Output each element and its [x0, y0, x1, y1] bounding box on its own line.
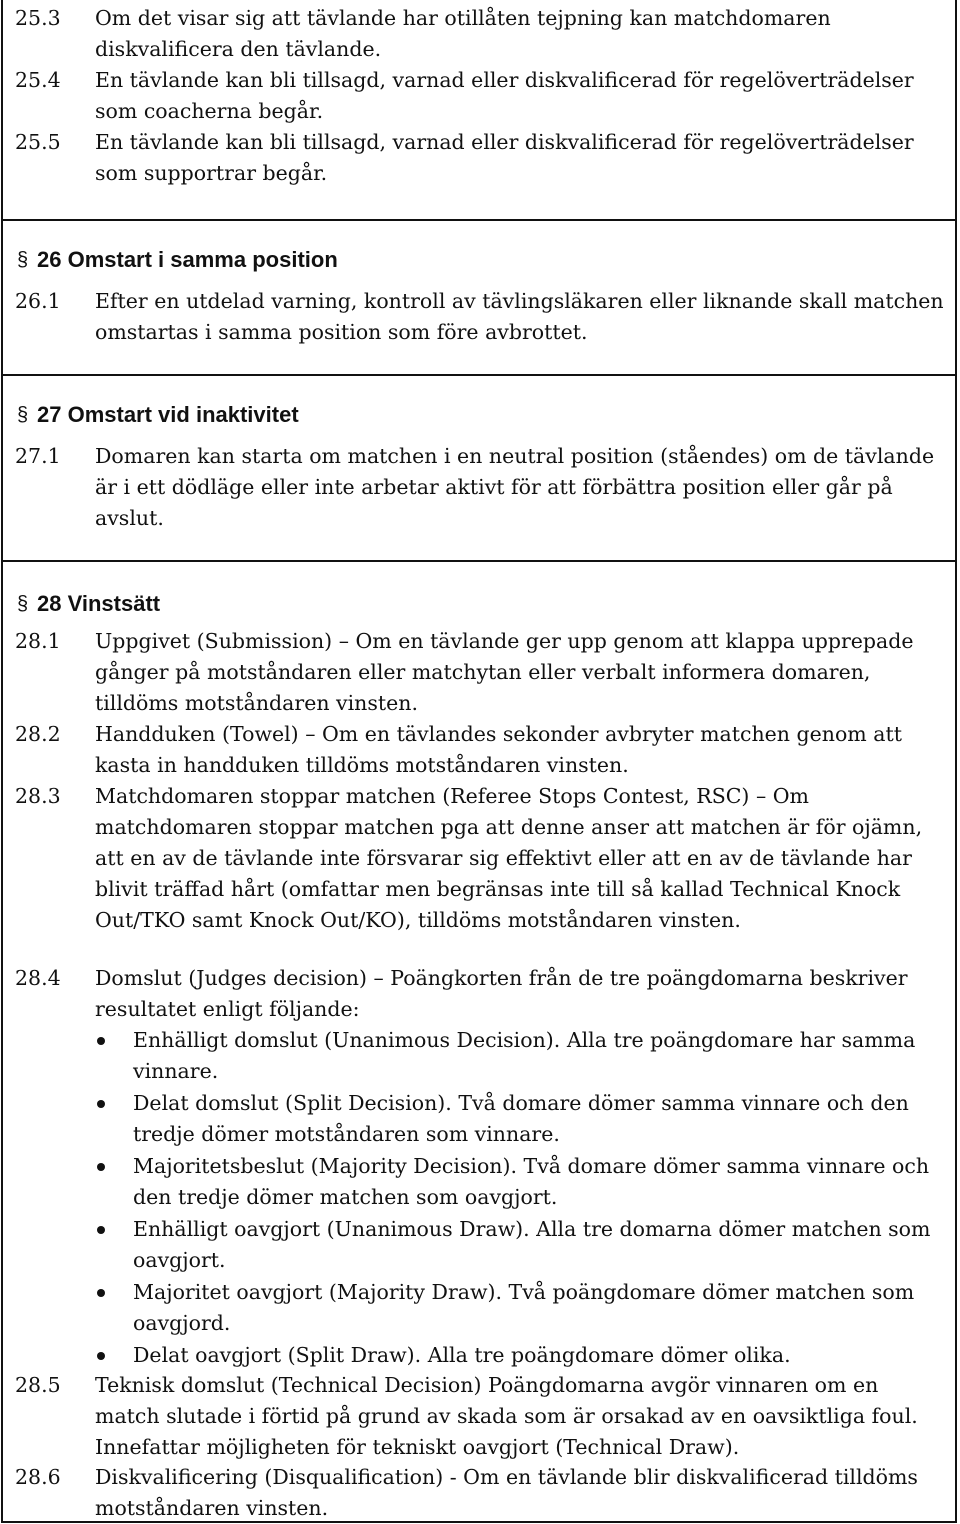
list-item-text: Majoritetsbeslut (Majority Decision). Två domare dömer samma vinnare och den tredje dömer matchen som oavgjort. — [133, 1154, 930, 1209]
section-27 — [1, 374, 957, 562]
rule-28-6 — [15, 1462, 945, 1524]
bullet-icon — [97, 1226, 105, 1234]
rule-25-4 — [15, 65, 945, 127]
rule-number: 28.4 — [15, 966, 61, 990]
rule-number: 25.5 — [15, 130, 61, 154]
rule-number: 28.5 — [15, 1373, 61, 1397]
section-28 — [1, 560, 957, 1523]
rule-number: 28.3 — [15, 784, 61, 808]
rule-27-1 — [15, 441, 945, 534]
list-item-text: Delat domslut (Split Decision). Två domare dömer samma vinnare och den tredje dömer motståndaren som vinnare. — [133, 1091, 909, 1146]
rule-28-3 — [15, 781, 945, 936]
section-heading — [17, 590, 160, 618]
rule-text: Domaren kan starta om matchen i en neutral position (ståendes) om de tävlande är i ett dödläge eller inte arbetar aktivt för att förbättra position eller går på avslut. — [95, 444, 935, 530]
paragraph-sign: § — [17, 593, 29, 615]
section-25 — [1, 0, 957, 221]
rule-number: 25.3 — [15, 6, 61, 30]
list-item — [95, 1214, 945, 1276]
list-item-text: Majoritet oavgjort (Majority Draw). Två poängdomare dömer matchen som oavgjord. — [133, 1280, 915, 1335]
heading-text: 28 Vinstsätt — [37, 591, 161, 616]
rule-28-4 — [15, 963, 945, 1025]
rule-text: Matchdomaren stoppar matchen (Referee Stops Contest, RSC) – Om matchdomaren stoppar matchen pga att denne anser att matchen är för ojämn, att en av de tävlande inte försvarar sig effektivt eller att en av de tävlande har blivit träffad hårt (omfattar men begränsas inte till så kallad Technical Knock Out/TKO samt Knock Out/KO), tilldöms motståndaren vinsten. — [95, 784, 923, 932]
list-item — [95, 1340, 945, 1371]
rule-text: Diskvalificering (Disqualification) - Om en tävlande blir diskvalificerad tilldöms motståndaren vinsten. — [95, 1465, 918, 1520]
rule-number: 26.1 — [15, 289, 61, 313]
rule-text: Domslut (Judges decision) – Poängkorten från de tre poängdomarna beskriver resultatet enligt följande: — [95, 966, 908, 1021]
rule-number: 27.1 — [15, 444, 61, 468]
list-item-text: Delat oavgjort (Split Draw). Alla tre poängdomare dömer olika. — [133, 1343, 791, 1367]
rule-26-1 — [15, 286, 945, 348]
bullet-icon — [97, 1100, 105, 1108]
rule-number: 28.6 — [15, 1465, 61, 1489]
list-item — [95, 1277, 945, 1339]
section-heading — [17, 401, 299, 429]
list-item — [95, 1151, 945, 1213]
heading-text: 26 Omstart i samma position — [37, 247, 338, 272]
rule-text: Efter en utdelad varning, kontroll av tävlingsläkaren eller liknande skall matchen omstartas i samma position som före avbrottet. — [95, 289, 944, 344]
heading-text: 27 Omstart vid inaktivitet — [37, 402, 299, 427]
paragraph-sign: § — [17, 404, 29, 426]
rule-text: Handduken (Towel) – Om en tävlandes sekonder avbryter matchen genom att kasta in handduken tilldöms motståndaren vinsten. — [95, 722, 902, 777]
section-heading — [17, 246, 338, 274]
rule-text: Uppgivet (Submission) – Om en tävlande ger upp genom att klappa upprepade gånger på motståndaren eller matchytan eller verbalt informera domaren, tilldöms motståndaren vinsten. — [95, 629, 914, 715]
rule-25-5 — [15, 127, 945, 189]
section-26 — [1, 219, 957, 376]
paragraph-sign: § — [17, 249, 29, 271]
rule-28-1 — [15, 626, 945, 719]
rule-text: Om det visar sig att tävlande har otillåten tejpning kan matchdomaren diskvalificera den tävlande. — [95, 6, 831, 61]
rule-text: En tävlande kan bli tillsagd, varnad eller diskvalificerad för regelöverträdelser som supportrar begår. — [95, 130, 914, 185]
list-item — [95, 1025, 945, 1087]
rule-28-5 — [15, 1370, 945, 1463]
rule-28-2 — [15, 719, 945, 781]
bullet-icon — [97, 1037, 105, 1045]
rule-25-3 — [15, 3, 945, 65]
rule-text: En tävlande kan bli tillsagd, varnad eller diskvalificerad för regelöverträdelser som coacherna begår. — [95, 68, 914, 123]
list-item-text: Enhälligt oavgjort (Unanimous Draw). Alla tre domarna dömer matchen som oavgjort. — [133, 1217, 931, 1272]
bullet-icon — [97, 1352, 105, 1360]
rule-number: 28.2 — [15, 722, 61, 746]
decision-list — [95, 1025, 945, 1372]
rule-number: 28.1 — [15, 629, 61, 653]
list-item-text: Enhälligt domslut (Unanimous Decision). Alla tre poängdomare har samma vinnare. — [133, 1028, 916, 1083]
list-item — [95, 1088, 945, 1150]
rule-number: 25.4 — [15, 68, 61, 92]
bullet-icon — [97, 1163, 105, 1171]
rule-text: Teknisk domslut (Technical Decision) Poängdomarna avgör vinnaren om en match slutade i förtid på grund av skada som är orsakad av en oavsiktliga foul. Innefattar möjligheten för tekniskt oavgjort (Technical Draw). — [95, 1373, 918, 1459]
bullet-icon — [97, 1289, 105, 1297]
